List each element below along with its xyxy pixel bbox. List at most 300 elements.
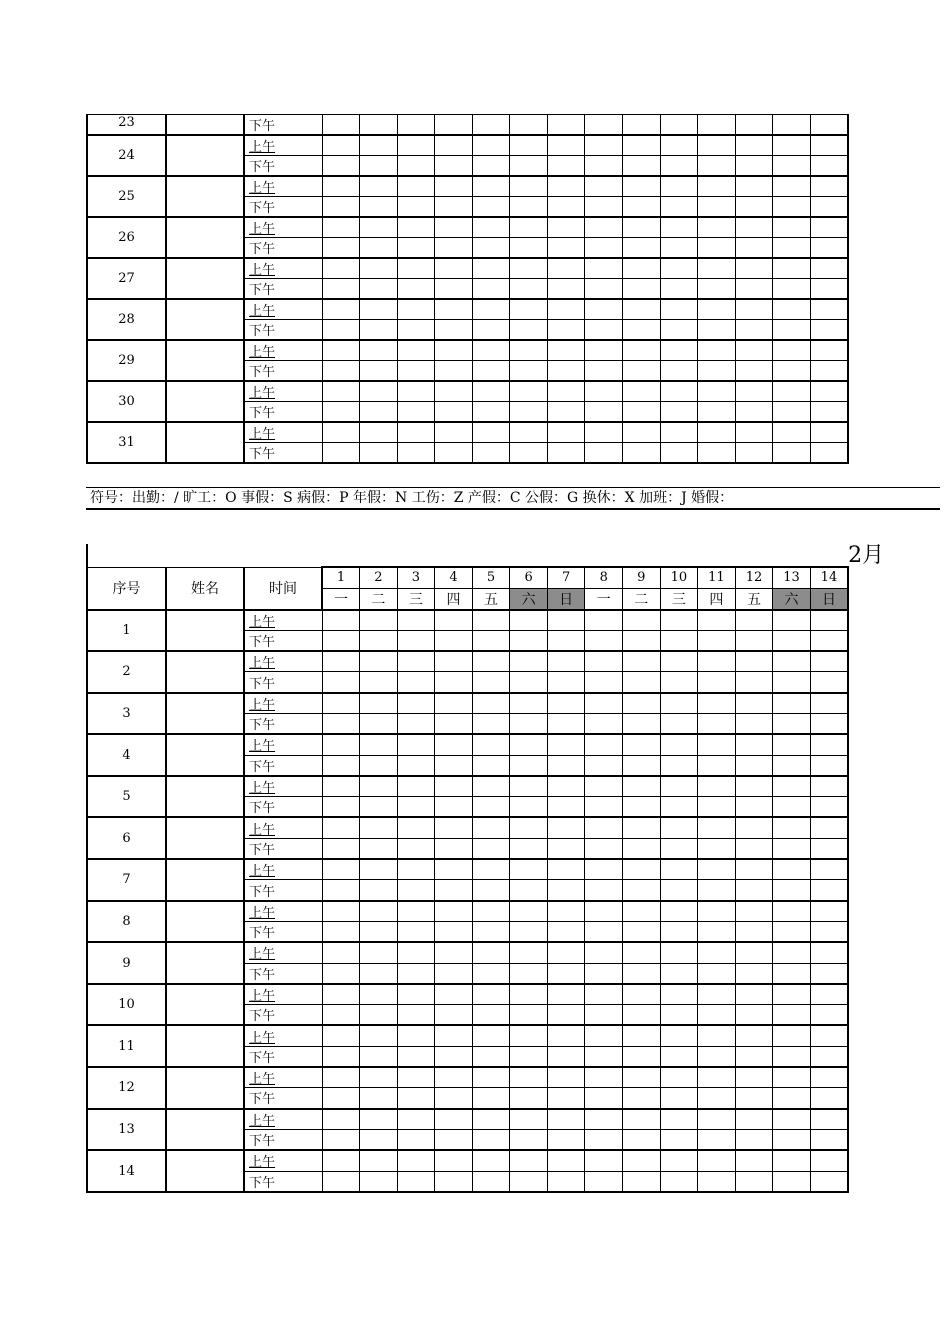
- attendance-cell[interactable]: [698, 1088, 736, 1109]
- attendance-cell[interactable]: [547, 340, 585, 361]
- attendance-cell[interactable]: [773, 1150, 811, 1171]
- name-cell[interactable]: [166, 381, 244, 422]
- attendance-cell[interactable]: [698, 921, 736, 942]
- attendance-cell[interactable]: [735, 755, 773, 776]
- attendance-cell[interactable]: [810, 797, 848, 818]
- attendance-cell[interactable]: [547, 942, 585, 963]
- attendance-cell[interactable]: [623, 258, 661, 279]
- attendance-cell[interactable]: [397, 443, 435, 464]
- attendance-cell[interactable]: [510, 115, 548, 136]
- attendance-cell[interactable]: [510, 1025, 548, 1046]
- attendance-cell[interactable]: [322, 402, 360, 423]
- attendance-cell[interactable]: [735, 984, 773, 1005]
- attendance-cell[interactable]: [810, 1005, 848, 1026]
- attendance-cell[interactable]: [322, 361, 360, 382]
- attendance-cell[interactable]: [547, 797, 585, 818]
- attendance-cell[interactable]: [585, 1129, 623, 1150]
- attendance-cell[interactable]: [435, 859, 473, 880]
- attendance-cell[interactable]: [322, 859, 360, 880]
- attendance-cell[interactable]: [397, 755, 435, 776]
- attendance-cell[interactable]: [623, 630, 661, 651]
- attendance-cell[interactable]: [623, 817, 661, 838]
- attendance-cell[interactable]: [435, 901, 473, 922]
- attendance-cell[interactable]: [585, 176, 623, 197]
- attendance-cell[interactable]: [510, 942, 548, 963]
- attendance-cell[interactable]: [735, 258, 773, 279]
- attendance-cell[interactable]: [623, 713, 661, 734]
- attendance-cell[interactable]: [623, 381, 661, 402]
- attendance-cell[interactable]: [547, 921, 585, 942]
- attendance-cell[interactable]: [397, 713, 435, 734]
- attendance-cell[interactable]: [472, 1150, 510, 1171]
- attendance-cell[interactable]: [397, 402, 435, 423]
- attendance-cell[interactable]: [397, 115, 435, 136]
- attendance-cell[interactable]: [472, 381, 510, 402]
- attendance-cell[interactable]: [735, 340, 773, 361]
- attendance-cell[interactable]: [773, 1067, 811, 1088]
- attendance-cell[interactable]: [660, 1067, 698, 1088]
- attendance-cell[interactable]: [735, 630, 773, 651]
- attendance-cell[interactable]: [585, 381, 623, 402]
- attendance-cell[interactable]: [322, 1129, 360, 1150]
- name-cell[interactable]: [166, 1150, 244, 1192]
- attendance-cell[interactable]: [773, 859, 811, 880]
- attendance-cell[interactable]: [360, 901, 398, 922]
- attendance-cell[interactable]: [698, 901, 736, 922]
- attendance-cell[interactable]: [397, 1109, 435, 1130]
- attendance-cell[interactable]: [735, 838, 773, 859]
- attendance-cell[interactable]: [510, 176, 548, 197]
- attendance-cell[interactable]: [623, 859, 661, 880]
- attendance-cell[interactable]: [360, 402, 398, 423]
- attendance-cell[interactable]: [735, 1150, 773, 1171]
- attendance-cell[interactable]: [735, 1005, 773, 1026]
- attendance-cell[interactable]: [360, 197, 398, 218]
- attendance-cell[interactable]: [472, 942, 510, 963]
- attendance-cell[interactable]: [698, 1109, 736, 1130]
- attendance-cell[interactable]: [623, 942, 661, 963]
- attendance-cell[interactable]: [322, 942, 360, 963]
- attendance-cell[interactable]: [585, 361, 623, 382]
- attendance-cell[interactable]: [623, 1088, 661, 1109]
- attendance-cell[interactable]: [435, 797, 473, 818]
- attendance-cell[interactable]: [735, 238, 773, 259]
- attendance-cell[interactable]: [547, 115, 585, 136]
- attendance-cell[interactable]: [623, 443, 661, 464]
- attendance-cell[interactable]: [773, 238, 811, 259]
- attendance-cell[interactable]: [698, 651, 736, 672]
- attendance-cell[interactable]: [397, 258, 435, 279]
- attendance-cell[interactable]: [360, 443, 398, 464]
- attendance-cell[interactable]: [735, 176, 773, 197]
- attendance-cell[interactable]: [510, 901, 548, 922]
- name-cell[interactable]: [166, 176, 244, 217]
- attendance-cell[interactable]: [435, 942, 473, 963]
- attendance-cell[interactable]: [810, 135, 848, 156]
- attendance-cell[interactable]: [660, 817, 698, 838]
- attendance-cell[interactable]: [660, 320, 698, 341]
- attendance-cell[interactable]: [623, 340, 661, 361]
- name-cell[interactable]: [166, 422, 244, 463]
- attendance-cell[interactable]: [810, 1150, 848, 1171]
- attendance-cell[interactable]: [773, 880, 811, 901]
- attendance-cell[interactable]: [472, 963, 510, 984]
- attendance-cell[interactable]: [435, 443, 473, 464]
- attendance-cell[interactable]: [397, 901, 435, 922]
- attendance-cell[interactable]: [472, 817, 510, 838]
- attendance-cell[interactable]: [660, 734, 698, 755]
- attendance-cell[interactable]: [322, 797, 360, 818]
- name-cell[interactable]: [166, 817, 244, 859]
- attendance-cell[interactable]: [623, 734, 661, 755]
- attendance-cell[interactable]: [322, 651, 360, 672]
- attendance-cell[interactable]: [660, 797, 698, 818]
- attendance-cell[interactable]: [472, 776, 510, 797]
- attendance-cell[interactable]: [360, 859, 398, 880]
- attendance-cell[interactable]: [623, 984, 661, 1005]
- attendance-cell[interactable]: [510, 1109, 548, 1130]
- attendance-cell[interactable]: [773, 1088, 811, 1109]
- attendance-cell[interactable]: [773, 755, 811, 776]
- attendance-cell[interactable]: [435, 1150, 473, 1171]
- attendance-cell[interactable]: [735, 901, 773, 922]
- attendance-cell[interactable]: [698, 880, 736, 901]
- attendance-cell[interactable]: [810, 422, 848, 443]
- attendance-cell[interactable]: [360, 176, 398, 197]
- attendance-cell[interactable]: [698, 713, 736, 734]
- attendance-cell[interactable]: [510, 630, 548, 651]
- attendance-cell[interactable]: [735, 859, 773, 880]
- attendance-cell[interactable]: [472, 422, 510, 443]
- attendance-cell[interactable]: [698, 776, 736, 797]
- attendance-cell[interactable]: [585, 402, 623, 423]
- attendance-cell[interactable]: [698, 381, 736, 402]
- attendance-cell[interactable]: [397, 630, 435, 651]
- attendance-cell[interactable]: [810, 859, 848, 880]
- attendance-cell[interactable]: [435, 713, 473, 734]
- attendance-cell[interactable]: [472, 838, 510, 859]
- attendance-cell[interactable]: [623, 156, 661, 177]
- attendance-cell[interactable]: [585, 1088, 623, 1109]
- attendance-cell[interactable]: [698, 984, 736, 1005]
- attendance-cell[interactable]: [547, 299, 585, 320]
- attendance-cell[interactable]: [322, 320, 360, 341]
- attendance-cell[interactable]: [510, 817, 548, 838]
- attendance-cell[interactable]: [773, 1005, 811, 1026]
- attendance-cell[interactable]: [735, 1088, 773, 1109]
- attendance-cell[interactable]: [810, 984, 848, 1005]
- attendance-cell[interactable]: [472, 1088, 510, 1109]
- attendance-cell[interactable]: [698, 279, 736, 300]
- attendance-cell[interactable]: [510, 610, 548, 631]
- attendance-cell[interactable]: [735, 299, 773, 320]
- attendance-cell[interactable]: [773, 651, 811, 672]
- attendance-cell[interactable]: [585, 921, 623, 942]
- attendance-cell[interactable]: [360, 1005, 398, 1026]
- attendance-cell[interactable]: [360, 1109, 398, 1130]
- attendance-cell[interactable]: [510, 797, 548, 818]
- attendance-cell[interactable]: [585, 115, 623, 136]
- attendance-cell[interactable]: [435, 1088, 473, 1109]
- attendance-cell[interactable]: [735, 197, 773, 218]
- attendance-cell[interactable]: [660, 672, 698, 693]
- attendance-cell[interactable]: [698, 340, 736, 361]
- attendance-cell[interactable]: [510, 320, 548, 341]
- attendance-cell[interactable]: [585, 859, 623, 880]
- attendance-cell[interactable]: [322, 776, 360, 797]
- attendance-cell[interactable]: [810, 279, 848, 300]
- attendance-cell[interactable]: [510, 197, 548, 218]
- attendance-cell[interactable]: [397, 984, 435, 1005]
- name-cell[interactable]: [166, 984, 244, 1026]
- attendance-cell[interactable]: [397, 217, 435, 238]
- attendance-cell[interactable]: [810, 672, 848, 693]
- attendance-cell[interactable]: [585, 610, 623, 631]
- attendance-cell[interactable]: [698, 217, 736, 238]
- attendance-cell[interactable]: [623, 320, 661, 341]
- attendance-cell[interactable]: [322, 963, 360, 984]
- attendance-cell[interactable]: [623, 422, 661, 443]
- name-cell[interactable]: [166, 734, 244, 776]
- attendance-cell[interactable]: [322, 135, 360, 156]
- attendance-cell[interactable]: [510, 422, 548, 443]
- attendance-cell[interactable]: [510, 340, 548, 361]
- attendance-cell[interactable]: [510, 258, 548, 279]
- attendance-cell[interactable]: [322, 693, 360, 714]
- attendance-cell[interactable]: [660, 859, 698, 880]
- attendance-cell[interactable]: [435, 817, 473, 838]
- attendance-cell[interactable]: [585, 156, 623, 177]
- attendance-cell[interactable]: [472, 610, 510, 631]
- attendance-cell[interactable]: [698, 402, 736, 423]
- attendance-cell[interactable]: [360, 217, 398, 238]
- attendance-cell[interactable]: [623, 1067, 661, 1088]
- attendance-cell[interactable]: [547, 258, 585, 279]
- attendance-cell[interactable]: [810, 258, 848, 279]
- attendance-cell[interactable]: [547, 693, 585, 714]
- attendance-cell[interactable]: [623, 361, 661, 382]
- attendance-cell[interactable]: [510, 921, 548, 942]
- name-cell[interactable]: [166, 901, 244, 943]
- attendance-cell[interactable]: [472, 755, 510, 776]
- attendance-cell[interactable]: [435, 320, 473, 341]
- attendance-cell[interactable]: [322, 984, 360, 1005]
- attendance-cell[interactable]: [322, 422, 360, 443]
- attendance-cell[interactable]: [360, 755, 398, 776]
- attendance-cell[interactable]: [547, 610, 585, 631]
- attendance-cell[interactable]: [397, 361, 435, 382]
- attendance-cell[interactable]: [435, 238, 473, 259]
- attendance-cell[interactable]: [435, 258, 473, 279]
- attendance-cell[interactable]: [397, 693, 435, 714]
- attendance-cell[interactable]: [735, 402, 773, 423]
- attendance-cell[interactable]: [773, 672, 811, 693]
- attendance-cell[interactable]: [698, 258, 736, 279]
- attendance-cell[interactable]: [435, 651, 473, 672]
- attendance-cell[interactable]: [698, 734, 736, 755]
- attendance-cell[interactable]: [360, 299, 398, 320]
- attendance-cell[interactable]: [585, 693, 623, 714]
- attendance-cell[interactable]: [322, 630, 360, 651]
- attendance-cell[interactable]: [510, 217, 548, 238]
- attendance-cell[interactable]: [322, 838, 360, 859]
- attendance-cell[interactable]: [660, 1005, 698, 1026]
- attendance-cell[interactable]: [773, 776, 811, 797]
- attendance-cell[interactable]: [322, 238, 360, 259]
- attendance-cell[interactable]: [397, 963, 435, 984]
- attendance-cell[interactable]: [660, 651, 698, 672]
- attendance-cell[interactable]: [360, 279, 398, 300]
- attendance-cell[interactable]: [810, 776, 848, 797]
- attendance-cell[interactable]: [735, 443, 773, 464]
- attendance-cell[interactable]: [360, 610, 398, 631]
- attendance-cell[interactable]: [360, 921, 398, 942]
- attendance-cell[interactable]: [698, 610, 736, 631]
- attendance-cell[interactable]: [360, 238, 398, 259]
- attendance-cell[interactable]: [435, 1109, 473, 1130]
- attendance-cell[interactable]: [773, 1171, 811, 1192]
- attendance-cell[interactable]: [360, 672, 398, 693]
- attendance-cell[interactable]: [810, 443, 848, 464]
- attendance-cell[interactable]: [810, 402, 848, 423]
- attendance-cell[interactable]: [810, 693, 848, 714]
- attendance-cell[interactable]: [435, 693, 473, 714]
- attendance-cell[interactable]: [547, 1129, 585, 1150]
- attendance-cell[interactable]: [698, 156, 736, 177]
- attendance-cell[interactable]: [510, 402, 548, 423]
- attendance-cell[interactable]: [472, 672, 510, 693]
- name-cell[interactable]: [166, 776, 244, 818]
- attendance-cell[interactable]: [510, 693, 548, 714]
- attendance-cell[interactable]: [810, 1067, 848, 1088]
- attendance-cell[interactable]: [810, 176, 848, 197]
- name-cell[interactable]: [166, 1067, 244, 1109]
- attendance-cell[interactable]: [698, 693, 736, 714]
- attendance-cell[interactable]: [510, 443, 548, 464]
- attendance-cell[interactable]: [435, 1171, 473, 1192]
- attendance-cell[interactable]: [510, 672, 548, 693]
- attendance-cell[interactable]: [547, 859, 585, 880]
- attendance-cell[interactable]: [735, 1171, 773, 1192]
- attendance-cell[interactable]: [698, 1067, 736, 1088]
- attendance-cell[interactable]: [435, 299, 473, 320]
- attendance-cell[interactable]: [810, 1171, 848, 1192]
- attendance-cell[interactable]: [773, 197, 811, 218]
- attendance-cell[interactable]: [660, 921, 698, 942]
- attendance-cell[interactable]: [472, 197, 510, 218]
- attendance-cell[interactable]: [773, 361, 811, 382]
- attendance-cell[interactable]: [585, 776, 623, 797]
- attendance-cell[interactable]: [435, 672, 473, 693]
- attendance-cell[interactable]: [397, 156, 435, 177]
- attendance-cell[interactable]: [735, 320, 773, 341]
- attendance-cell[interactable]: [472, 693, 510, 714]
- attendance-cell[interactable]: [623, 115, 661, 136]
- attendance-cell[interactable]: [435, 1067, 473, 1088]
- attendance-cell[interactable]: [360, 797, 398, 818]
- attendance-cell[interactable]: [660, 713, 698, 734]
- attendance-cell[interactable]: [735, 1046, 773, 1067]
- attendance-cell[interactable]: [585, 963, 623, 984]
- attendance-cell[interactable]: [698, 838, 736, 859]
- attendance-cell[interactable]: [585, 880, 623, 901]
- attendance-cell[interactable]: [810, 156, 848, 177]
- attendance-cell[interactable]: [510, 755, 548, 776]
- attendance-cell[interactable]: [585, 755, 623, 776]
- attendance-cell[interactable]: [472, 443, 510, 464]
- attendance-cell[interactable]: [698, 1150, 736, 1171]
- attendance-cell[interactable]: [360, 381, 398, 402]
- attendance-cell[interactable]: [435, 984, 473, 1005]
- attendance-cell[interactable]: [773, 1109, 811, 1130]
- attendance-cell[interactable]: [810, 1088, 848, 1109]
- attendance-cell[interactable]: [510, 1046, 548, 1067]
- attendance-cell[interactable]: [397, 279, 435, 300]
- attendance-cell[interactable]: [585, 651, 623, 672]
- attendance-cell[interactable]: [472, 1025, 510, 1046]
- attendance-cell[interactable]: [623, 238, 661, 259]
- attendance-cell[interactable]: [698, 443, 736, 464]
- attendance-cell[interactable]: [547, 422, 585, 443]
- attendance-cell[interactable]: [698, 135, 736, 156]
- attendance-cell[interactable]: [585, 942, 623, 963]
- attendance-cell[interactable]: [360, 963, 398, 984]
- attendance-cell[interactable]: [585, 1171, 623, 1192]
- attendance-cell[interactable]: [510, 734, 548, 755]
- attendance-cell[interactable]: [810, 630, 848, 651]
- attendance-cell[interactable]: [472, 156, 510, 177]
- attendance-cell[interactable]: [773, 630, 811, 651]
- attendance-cell[interactable]: [773, 340, 811, 361]
- attendance-cell[interactable]: [435, 610, 473, 631]
- attendance-cell[interactable]: [397, 672, 435, 693]
- attendance-cell[interactable]: [585, 320, 623, 341]
- attendance-cell[interactable]: [698, 1025, 736, 1046]
- attendance-cell[interactable]: [322, 1088, 360, 1109]
- attendance-cell[interactable]: [585, 135, 623, 156]
- attendance-cell[interactable]: [547, 1046, 585, 1067]
- attendance-cell[interactable]: [623, 279, 661, 300]
- attendance-cell[interactable]: [810, 1046, 848, 1067]
- attendance-cell[interactable]: [660, 340, 698, 361]
- attendance-cell[interactable]: [810, 217, 848, 238]
- attendance-cell[interactable]: [810, 115, 848, 136]
- attendance-cell[interactable]: [472, 258, 510, 279]
- attendance-cell[interactable]: [735, 797, 773, 818]
- attendance-cell[interactable]: [623, 1171, 661, 1192]
- attendance-cell[interactable]: [810, 901, 848, 922]
- attendance-cell[interactable]: [810, 361, 848, 382]
- attendance-cell[interactable]: [735, 381, 773, 402]
- attendance-cell[interactable]: [773, 422, 811, 443]
- attendance-cell[interactable]: [660, 1109, 698, 1130]
- attendance-cell[interactable]: [623, 797, 661, 818]
- attendance-cell[interactable]: [623, 610, 661, 631]
- attendance-cell[interactable]: [435, 115, 473, 136]
- attendance-cell[interactable]: [698, 1005, 736, 1026]
- attendance-cell[interactable]: [585, 1046, 623, 1067]
- attendance-cell[interactable]: [735, 422, 773, 443]
- attendance-cell[interactable]: [698, 299, 736, 320]
- attendance-cell[interactable]: [547, 279, 585, 300]
- attendance-cell[interactable]: [397, 776, 435, 797]
- attendance-cell[interactable]: [397, 838, 435, 859]
- attendance-cell[interactable]: [547, 1171, 585, 1192]
- attendance-cell[interactable]: [322, 1005, 360, 1026]
- attendance-cell[interactable]: [510, 776, 548, 797]
- attendance-cell[interactable]: [360, 776, 398, 797]
- attendance-cell[interactable]: [735, 361, 773, 382]
